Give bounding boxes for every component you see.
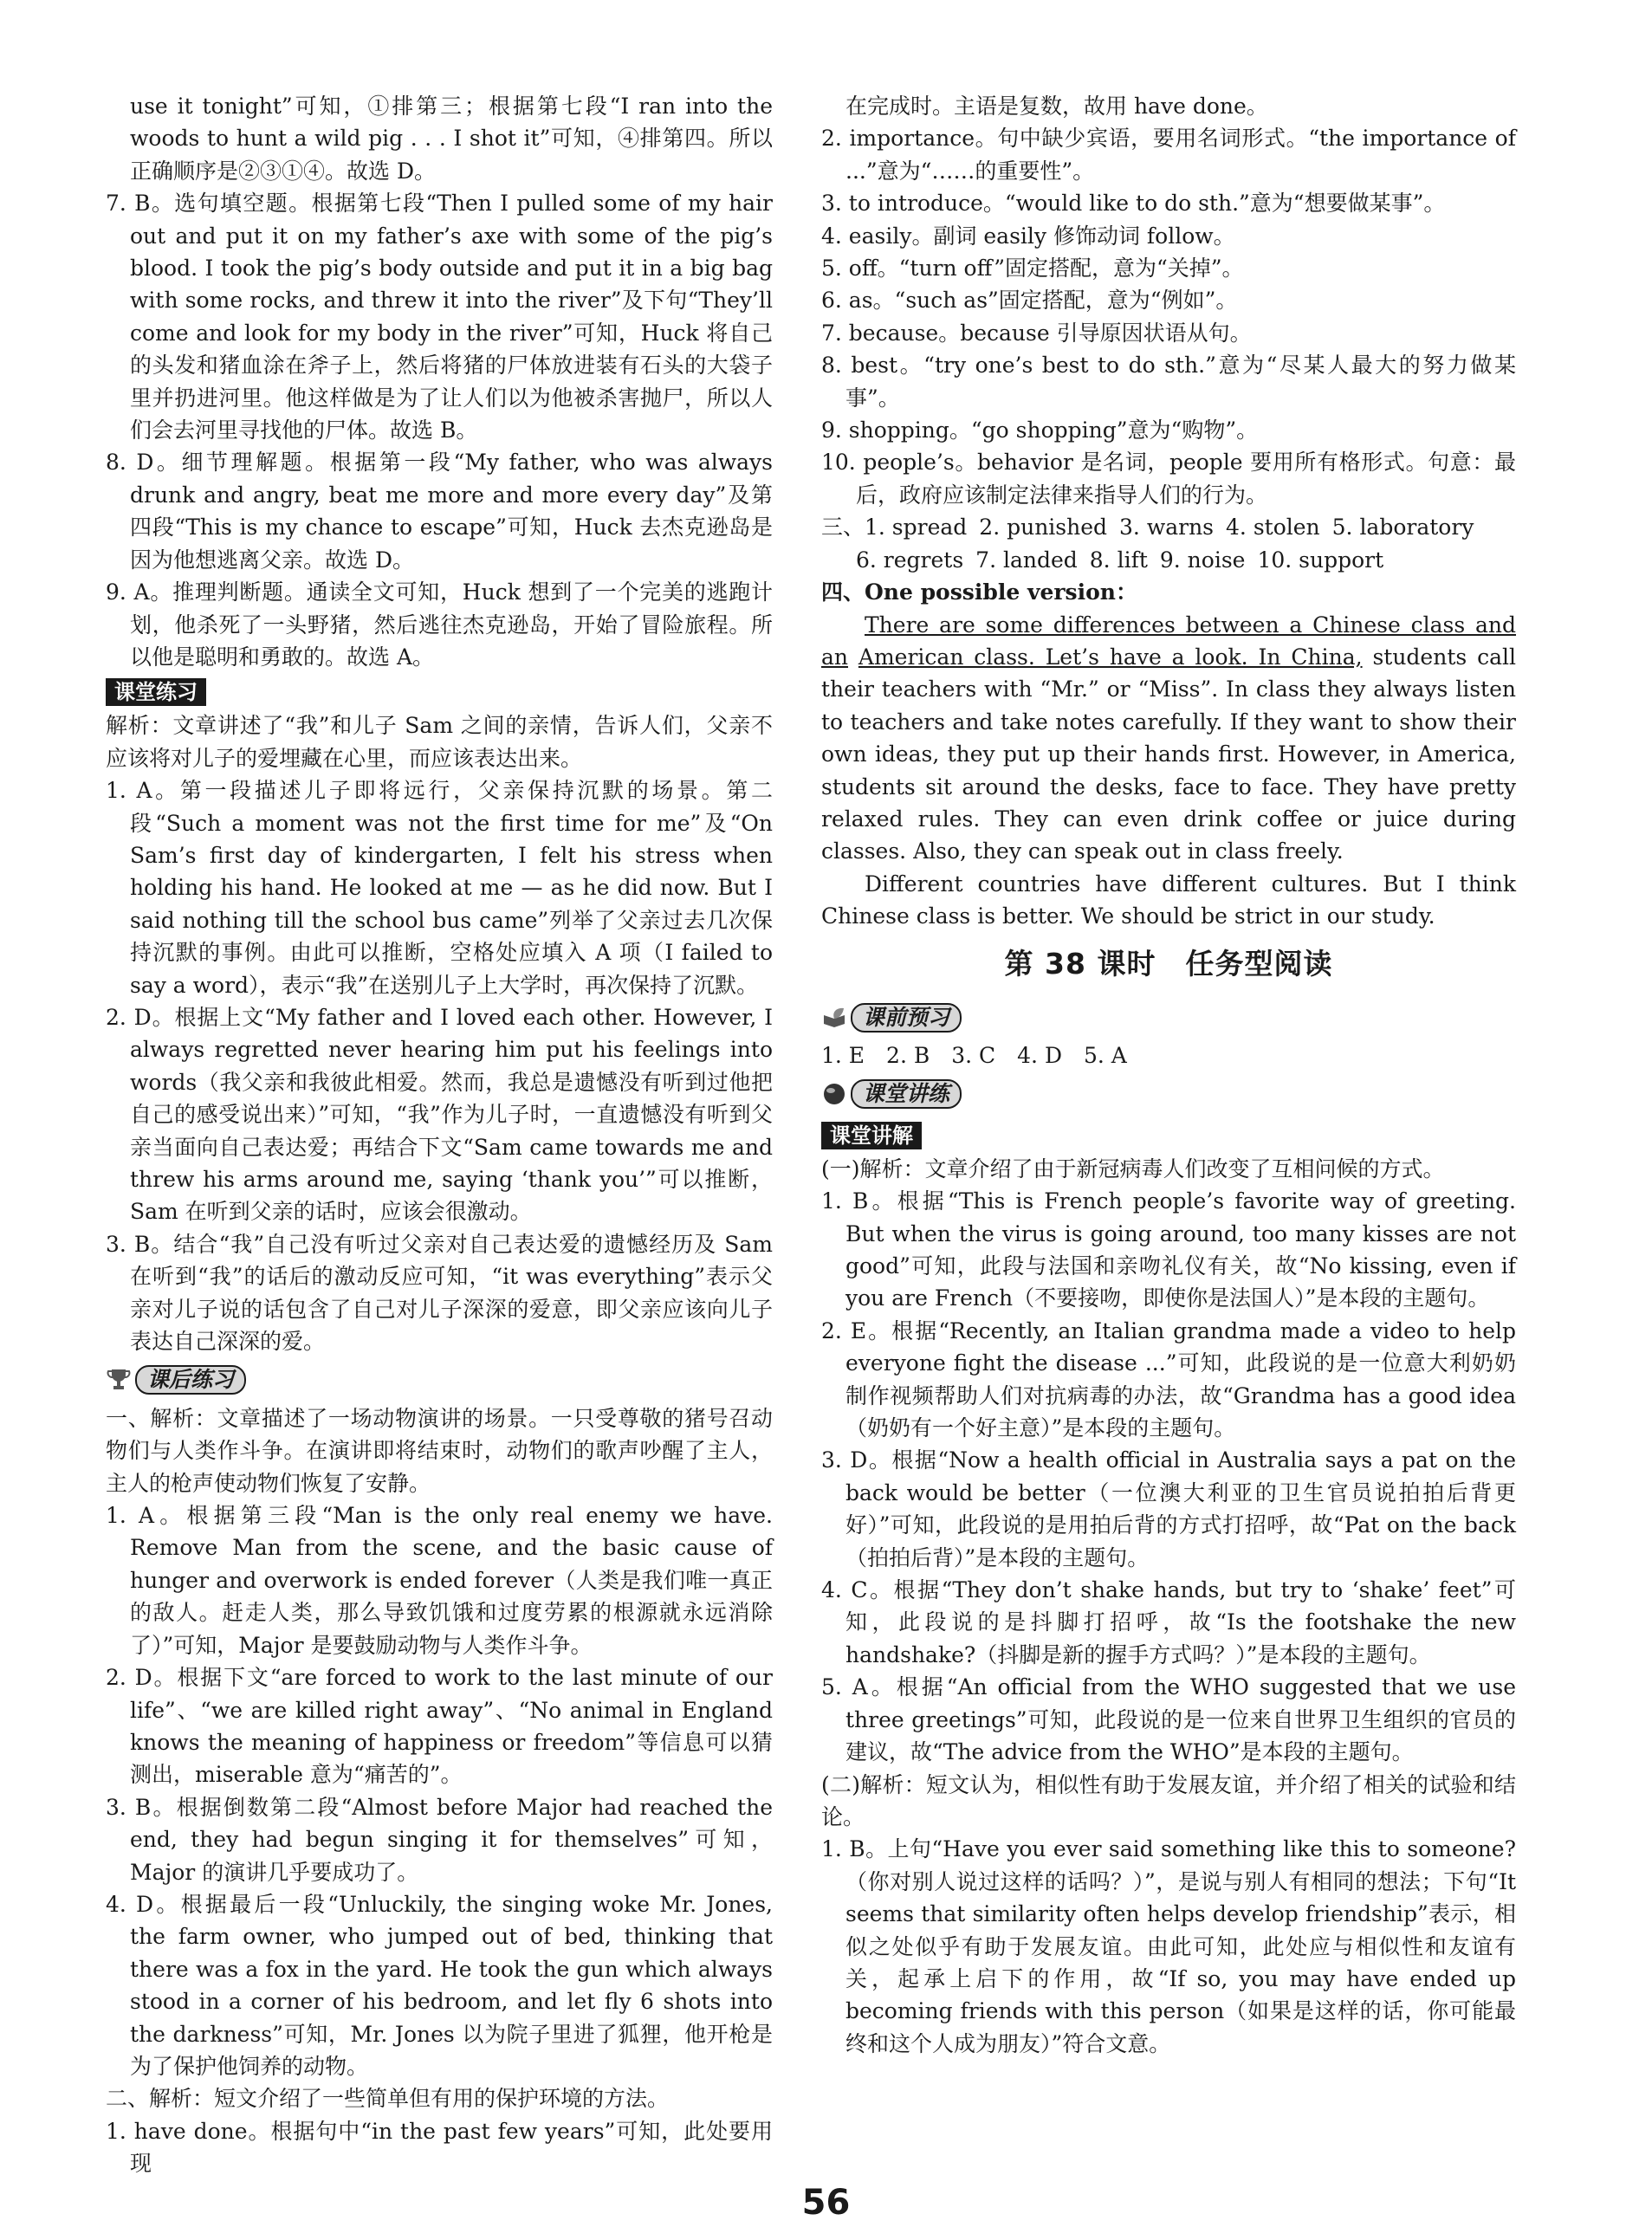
essay-paragraph-2: Different countries have different cultures. But I think Chinese class is better. We should be strict in our study. (821, 871, 1516, 929)
practice-answer-3: 3. B。结合“我”自己没有听过父亲对自己表达爱的遗憾经历及 Sam 在听到“我”的话后的激动反应可知，“it was everything”表示父亲对儿子说的话包含了自己对儿子深深的爱意，即父亲应该向儿子表达自己深深的爱。 (106, 1231, 773, 1355)
word-answer: 2. punished (979, 515, 1108, 541)
word-answer: 7. landed (975, 547, 1078, 573)
banner-classroom (821, 1077, 962, 1111)
banner-title: 课后练习 (135, 1365, 246, 1395)
essay-text: students call their teachers with “Mr.” or “Miss”. In class they always listen to teachers and take notes carefully. If they want to show their own ideas, they put up their hands first. However, in America, students sit around the desks, face to face. They have pretty relaxed rules. They can even drink coffee or juice during classes. Also, they can speak out in class freely. (821, 644, 1516, 864)
lesson-title: 第 38 课时 任务型阅读 (1004, 946, 1333, 981)
answer-8: 8. D。细节理解题。根据第一段“My father, who was always drunk and angry, beat me more and more every day”及第四段“This is my chance to escape”可知，Huck 去杰克逊岛是因为他想逃离父亲。故选 D。 (106, 450, 773, 573)
reading-2-answer-1: 1. B。上句“Have you ever said something like this to someone?（你对别人说过这样的话吗？）”，是说与别人有相同的想法；下句“It seems that similarity often helps develop friendship”表示，相似之处似乎有助于发展友谊。由此可知，此处应与相似性和友谊有关，起承上启下的作用，故“If so, you may have ended up becoming friends with this person（如果是这样的话，你可能最终和这个人成为朋友）”符合文意。 (821, 1836, 1516, 2056)
part-two-analysis: (二)解析：短文认为，相似性有助于发展友谊，并介绍了相关的试验和结论。 (821, 1771, 1516, 1829)
reading-answer-1: 1. B。根据“This is French people’s favorite way of greeting. But when the virus is going around, too many kisses are not good”可知，此段与法国和亲吻礼仪有关，故“No kissing, even if you are French（不要接吻，即使你是法国人）”是本段的主题句。 (821, 1188, 1516, 1311)
fill-answer-10: 10. people’s。behavior 是名词，people 要用所有格形式。句意：最后，政府应该制定法律来指导人们的行为。 (821, 450, 1516, 508)
answer-continuation: use it tonight”可知，①排第三；根据第七段“I ran into the woods to hunt a wild pig . . . I shot it”可知，④排第四。所以正确顺序是②③①④。故选 D。 (130, 94, 773, 184)
word-answer: 10. support (1257, 547, 1384, 573)
homework-answer-4: 4. D。根据最后一段“Unluckily, the singing woke Mr. Jones, the farm owner, who jumped out of bed, thinking that there was a fox in the yard. He took the gun which always stood in a corner of his bedroom, and let fly 6 shots into the darkness”可知，Mr. Jones 以为院子里进了狐狸，他开枪是为了保护他饲养的动物。 (106, 1891, 773, 2079)
preview-answers: 1. E 2. B 3. C 4. D 5. A (821, 1042, 1127, 1068)
word-answer: 三、1. spread (821, 515, 968, 541)
leaf-book-icon (821, 1005, 847, 1031)
part-3-row-2 (821, 544, 1516, 576)
trophy-icon (106, 1367, 132, 1393)
homework-answer-2: 2. D。根据下文“are forced to work to the last minute of our life”、“we are killed right away”、“No animal in England knows the meaning of happiness or freedom”等信息可以猜测出，miserable 意为“痛苦的”。 (106, 1665, 773, 1788)
practice-answer-1: 1. A。第一段描述儿子即将远行，父亲保持沉默的场景。第二段“Such a moment was not the first time for me”及“On Sam’s first day of kindergarten, I felt his stress when holding his hand. He looked at me — as he did now. But I said nothing till the school bus came”列举了父亲过去几次保持沉默的事例。由此可以推断，空格处应填入 A 项（I failed to say a word），表示“我”在送别儿子上大学时，再次保持了沉默。 (106, 778, 773, 998)
fill-answer-7: 7. because。because 引导原因状语从句。 (821, 320, 1252, 346)
reading-answer-2: 2. E。根据“Recently, an Italian grandma made a video to help everyone fight the disease ...”可知，此段说的是一位意大利奶奶制作视频帮助人们对抗病毒的办法，故“Grandma has a good idea（奶奶有一个好主意）”是本段的主题句。 (821, 1317, 1516, 1441)
banner-title: 课前预习 (851, 1003, 962, 1033)
part-2-analysis: 二、解析：短文介绍了一些简单但有用的保护环境的方法。 (106, 2086, 670, 2112)
fill-answer-5: 5. off。“turn off”固定搭配，意为“关掉”。 (821, 256, 1244, 282)
essay-underline-2: American class. Let’s have a look. In China, (858, 644, 1363, 670)
part-1-analysis: 一、解析：文章描述了一场动物演讲的场景。一只受尊敬的猪号召动物们与人类作斗争。在演讲即将结束时，动物们的歌声吵醒了主人，主人的枪声使动物们恢复了安静。 (106, 1405, 773, 1496)
fill-answer-9: 9. shopping。“go shopping”意为“购物”。 (821, 418, 1259, 443)
banner-title: 课堂讲练 (851, 1079, 962, 1109)
fill-answer-6: 6. as。“such as”固定搭配，意为“例如”。 (821, 288, 1238, 314)
fill-answer-2: 2. importance。句中缺少宾语，要用名词形式。“the importance of ...”意为“……的重要性”。 (821, 126, 1516, 184)
left-column (106, 90, 773, 2180)
section-box-classroom-practice: 课堂练习 (106, 678, 206, 706)
fill-answer-1: 1. have done。根据句中“in the past few years”可知，此处要用现 (106, 2118, 773, 2177)
word-answer: 6. regrets (856, 547, 964, 573)
homework-answer-1: 1. A。根据第三段“Man is the only real enemy we have. Remove Man from the scene, and the basic cause of hunger and overwork is ended forever（人类是我们唯一真正的敌人。赶走人类，那么导致饥饿和过度劳累的根源就永远消除了）”可知，Major 是要鼓励动物与人类作斗争。 (106, 1503, 773, 1658)
part-3-row-1 (821, 511, 1516, 543)
section-box-classroom-explanation: 课堂讲解 (821, 1122, 922, 1149)
homework-answer-3: 3. B。根据倒数第二段“Almost before Major had reached the end, they had begun singing it for themselves”可知，Major 的演讲几乎要成功了。 (106, 1794, 773, 1885)
practice-answer-2: 2. D。根据上文“My father and I loved each other. However, I always regretted never hearing him put his feelings into words（我父亲和我彼此相爱。然而，我总是遗憾没有听到过他把自己的感受说出来）”可知，“我”作为儿子时，一直遗憾没有听到父亲当面向自己表达爱；再结合下文“Sam came towards me and threw his arms around me, saying ‘thank you’”可以推断，Sam 在听到父亲的话时，应该会很激动。 (106, 1004, 773, 1225)
banner-after-class (106, 1363, 246, 1397)
part-4-label: 四、One possible version： (821, 579, 1137, 605)
globe-icon (821, 1081, 847, 1107)
banner-preview (821, 1000, 962, 1035)
reading-answer-3: 3. D。根据“Now a health official in Australia says a pat on the back would be better（一位澳大利亚的卫生官员说拍拍后背更好）”可知，此段说的是用拍后背的方式打招呼，故“Pat on the back（拍拍后背）”是本段的主题句。 (821, 1447, 1516, 1570)
essay-paragraph-1 (821, 609, 1516, 868)
page-number: 56 (801, 2183, 851, 2223)
right-column (821, 90, 1516, 2060)
fill-answer-8: 8. best。“try one’s best to do sth.”意为“尽某人最大的努力做某事”。 (821, 353, 1516, 411)
word-answer: 4. stolen (1226, 515, 1320, 541)
fill-answer-1-continuation: 在完成时。主语是复数，故用 have done。 (845, 94, 1268, 119)
fill-answer-4: 4. easily。副词 easily 修饰动词 follow。 (821, 223, 1235, 249)
word-answer: 3. warns (1119, 515, 1215, 541)
reading-answer-4: 4. C。根据“They don’t shake hands, but try to ‘shake’ feet”可知，此段说的是抖脚打招呼，故“Is the footshake the new handshake?（抖脚是新的握手方式吗？）”是本段的主题句。 (821, 1577, 1516, 1667)
analysis-text: 解析：文章讲述了“我”和儿子 Sam 之间的亲情，告诉人们，父亲不应该将对儿子的爱埋藏在心里，而应该表达出来。 (106, 713, 773, 771)
fill-answer-3: 3. to introduce。“would like to do sth.”意为“想要做某事”。 (821, 191, 1446, 217)
essay-underline-1: There are some differences between a Chinese class and an (821, 612, 1516, 670)
part-one-analysis: (一)解析：文章介绍了由于新冠病毒人们改变了互相问候的方式。 (821, 1156, 1445, 1182)
word-answer: 9. noise (1159, 547, 1246, 573)
answer-7: 7. B。选句填空题。根据第七段“Then I pulled some of my hair out and put it on my father’s axe with some of the pig’s blood. I took the pig’s body outside and put it in a big bag with some rocks, and threw it into the river”及下句“They’ll come and look for my body in the river”可知，Huck 将自己的头发和猪血涂在斧子上，然后将猪的尸体放进装有石头的大袋子里并扔进河里。他这样做是为了让人们以为他被杀害抛尸，所以人们会去河里寻找他的尸体。故选 B。 (106, 191, 773, 443)
reading-answer-5: 5. A。根据“An official from the WHO suggested that we use three greetings”可知，此段说的是一位来自世界卫生组织的官员的建议，故“The advice from the WHO”是本段的主题句。 (821, 1674, 1516, 1765)
word-answer: 5. laboratory (1331, 515, 1474, 541)
answer-9: 9. A。推理判断题。通读全文可知，Huck 想到了一个完美的逃跑计划，他杀死了一头野猪，然后逃往杰克逊岛，开始了冒险旅程。所以他是聪明和勇敢的。故选 A。 (106, 579, 773, 670)
word-answer: 8. lift (1089, 547, 1148, 573)
